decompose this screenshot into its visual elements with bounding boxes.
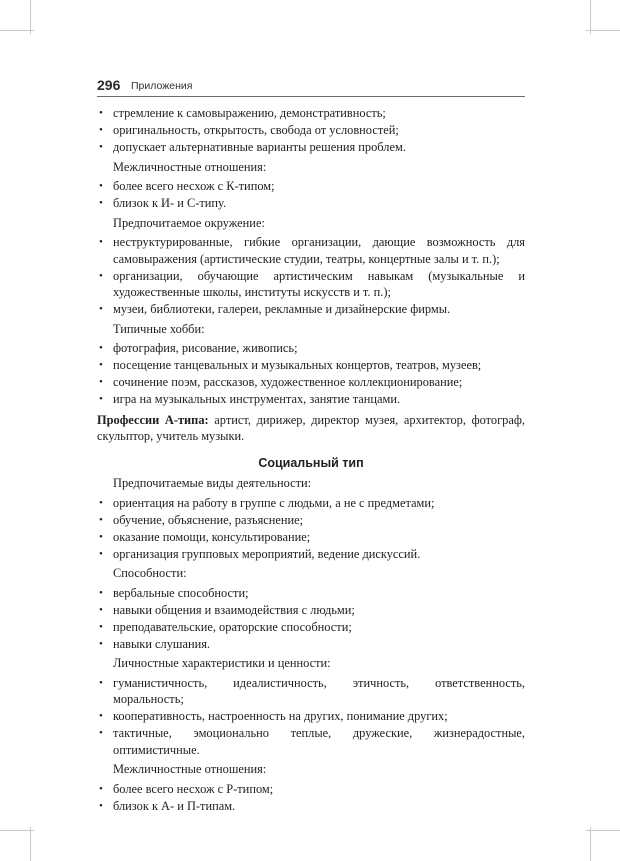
list-item: • оказание помощи, консультирование;	[99, 529, 311, 544]
list-item: • стремление к самовыражению, демонстративность;	[99, 106, 386, 120]
crop-mark	[0, 30, 34, 31]
crop-mark	[590, 827, 591, 861]
bullet-list-relations-social	[97, 781, 525, 815]
list-item: • оригинальность, открытость, свобода от условностей;	[99, 123, 399, 137]
list-item: • игра на музыкальных инструментах, занятие танцами.	[99, 392, 401, 406]
list-heading: Межличностные отношения:	[113, 762, 267, 776]
list-item: • посещение танцевальных и музыкальных концертов, театров, музеев;	[99, 358, 482, 372]
list-item: • близок к А- и П-типам.	[99, 798, 236, 813]
bullet-list-values	[97, 675, 525, 759]
page-number: 296	[97, 77, 121, 93]
list-item: • организации, обучающие артистическим навыкам (музыкальные и художественные школы, институты искусств и т. п.);	[99, 268, 525, 299]
list-item: • неструктурированные, гибкие организации, дающие возможность для самовыражения (артистические студии, театры, концертные залы и т. п.);	[99, 235, 525, 266]
list-heading: Личностные характеристики и ценности:	[113, 656, 331, 670]
list-item: • навыки общения и взаимодействия с людьми;	[99, 602, 355, 617]
list-heading: Предпочитаемое окружение:	[113, 215, 265, 230]
bullet-list-activities	[97, 495, 525, 563]
crop-mark	[30, 827, 31, 861]
crop-mark	[586, 30, 620, 31]
bullet-list-hobbies	[97, 340, 525, 408]
list-heading: Предпочитаемые виды деятельности:	[113, 476, 312, 490]
list-item: • кооперативность, настроенность на других, понимание других;	[99, 709, 448, 723]
bullet-list-relations	[97, 178, 525, 212]
list-heading: Способности:	[113, 566, 187, 580]
list-item: • тактичные, эмоционально теплые, дружеские, жизнерадостные, оптимистичные.	[99, 726, 525, 757]
bullet-list-abilities	[97, 585, 525, 653]
section-title: Социальный тип	[258, 455, 364, 470]
list-heading: Межличностные отношения:	[113, 159, 267, 174]
list-item: • организация групповых мероприятий, ведение дискуссий.	[99, 546, 421, 561]
list-item: • более всего несхож с Р-типом;	[99, 781, 274, 796]
list-item: • преподавательские, ораторские способности;	[99, 619, 352, 634]
list-item: • близок к И- и С-типу.	[99, 196, 227, 210]
crop-mark	[586, 830, 620, 831]
page-body	[97, 105, 525, 815]
professions-label: Профессии А-типа:	[97, 412, 209, 427]
list-item: • обучение, объяснение, разъяснение;	[99, 512, 304, 527]
list-item: • вербальные способности;	[99, 585, 249, 600]
professions-paragraph: Профессии А-типа: артист, дирижер, директор музея, архитектор, фотограф, скульптор, учитель музыки.	[97, 412, 525, 443]
crop-mark	[0, 830, 34, 831]
bullet-list-environment	[97, 234, 525, 318]
list-item: • сочинение поэм, рассказов, художественное коллекционирование;	[99, 375, 463, 389]
crop-mark	[30, 0, 31, 34]
list-item: • допускает альтернативные варианты решения проблем.	[99, 140, 406, 154]
list-item: • фотография, рисование, живопись;	[99, 341, 298, 355]
list-item: • навыки слушания.	[99, 636, 211, 651]
list-item: • гуманистичность, идеалистичность, этичность, ответственность, моральность;	[99, 675, 525, 706]
section-name: Приложения	[131, 80, 193, 92]
bullet-list-traits	[97, 105, 525, 156]
running-header	[97, 76, 525, 97]
list-heading: Типичные хобби:	[113, 321, 205, 336]
list-item: • более всего несхож с К-типом;	[99, 179, 275, 193]
list-item: • ориентация на работу в группе с людьми, а не с предметами;	[99, 495, 435, 510]
crop-mark	[590, 0, 591, 34]
list-item: • музеи, библиотеки, галереи, рекламные и дизайнерские фирмы.	[99, 302, 451, 316]
